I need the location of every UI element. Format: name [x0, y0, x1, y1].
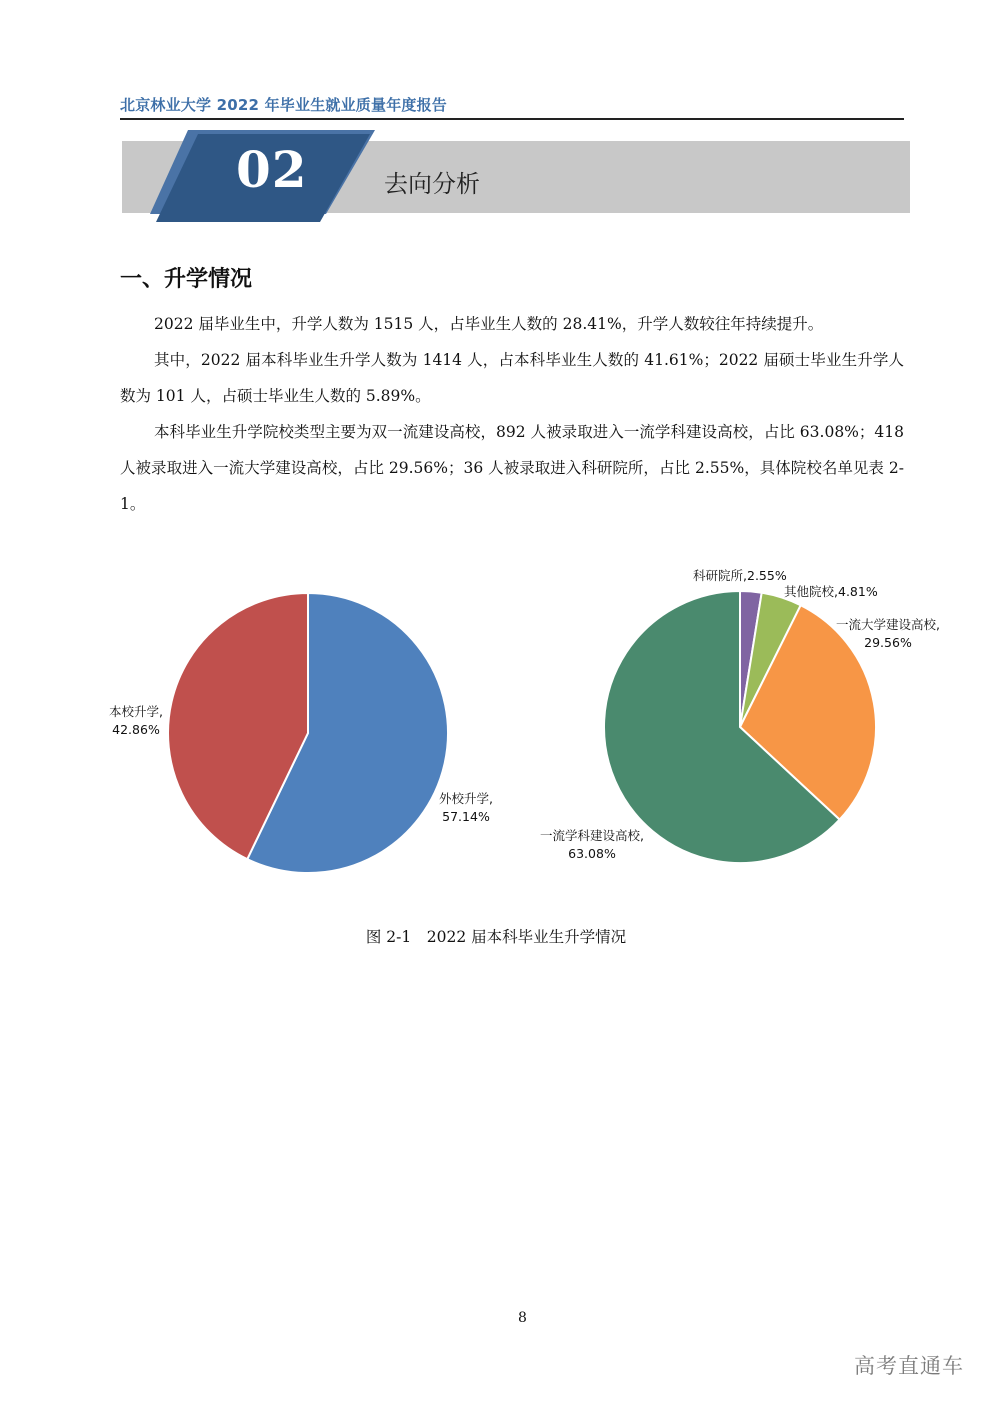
- slice-label: 外校升学,: [439, 791, 493, 806]
- section-heading: 一、升学情况: [120, 267, 253, 292]
- slice-label: 本校升学,: [109, 704, 163, 719]
- pie-chart-admission-school: [109, 593, 493, 873]
- watermark: 高考直通车: [854, 1354, 964, 1378]
- slice-value-label: 42.86%: [112, 722, 160, 737]
- chapter-number: 02: [236, 140, 308, 199]
- slice-value-label: 57.14%: [442, 809, 490, 824]
- paragraph: 2022 届毕业生中，升学人数为 1515 人，占毕业生人数的 28.41%，升学人数较往年持续提升。: [154, 315, 824, 333]
- slice-value-label: 2.55%: [747, 568, 787, 583]
- pie-chart-institution-type: [540, 568, 940, 863]
- pie-charts: [0, 540, 992, 900]
- paragraph: 其中，2022 届本科毕业生升学人数为 1414 人，占本科毕业生人数的 41.61%；2022 届硕士毕业生升学人数为 101 人，占硕士毕业生人数的 5.89%。: [120, 351, 904, 405]
- paragraph: 本科毕业生升学院校类型主要为双一流建设高校，892 人被录取进入一流学科建设高校，占比 63.08%；418 人被录取进入一流大学建设高校，占比 29.56%；36 人被录取进入科研院所，占比 2.55%，具体院校名单见表 2-1。: [120, 423, 904, 513]
- page-number: 8: [518, 1310, 527, 1326]
- slice-label: 一流学科建设高校,: [540, 828, 644, 843]
- body-text: [120, 306, 904, 522]
- slice-label: 科研院所,: [693, 568, 747, 583]
- slice-label: 一流大学建设高校,: [836, 617, 940, 632]
- slice-value-label: 4.81%: [838, 584, 878, 599]
- slice-value-label: 63.08%: [568, 846, 616, 861]
- slice-label: 其他院校,: [784, 584, 838, 599]
- report-header-title: 北京林业大学 2022 年毕业生就业质量年度报告: [120, 96, 447, 114]
- figure-caption: 图 2-1 2022 届本科毕业生升学情况: [365, 928, 627, 946]
- chapter-title: 去向分析: [384, 170, 480, 198]
- slice-value-label: 29.56%: [864, 635, 912, 650]
- header-divider: [120, 118, 904, 120]
